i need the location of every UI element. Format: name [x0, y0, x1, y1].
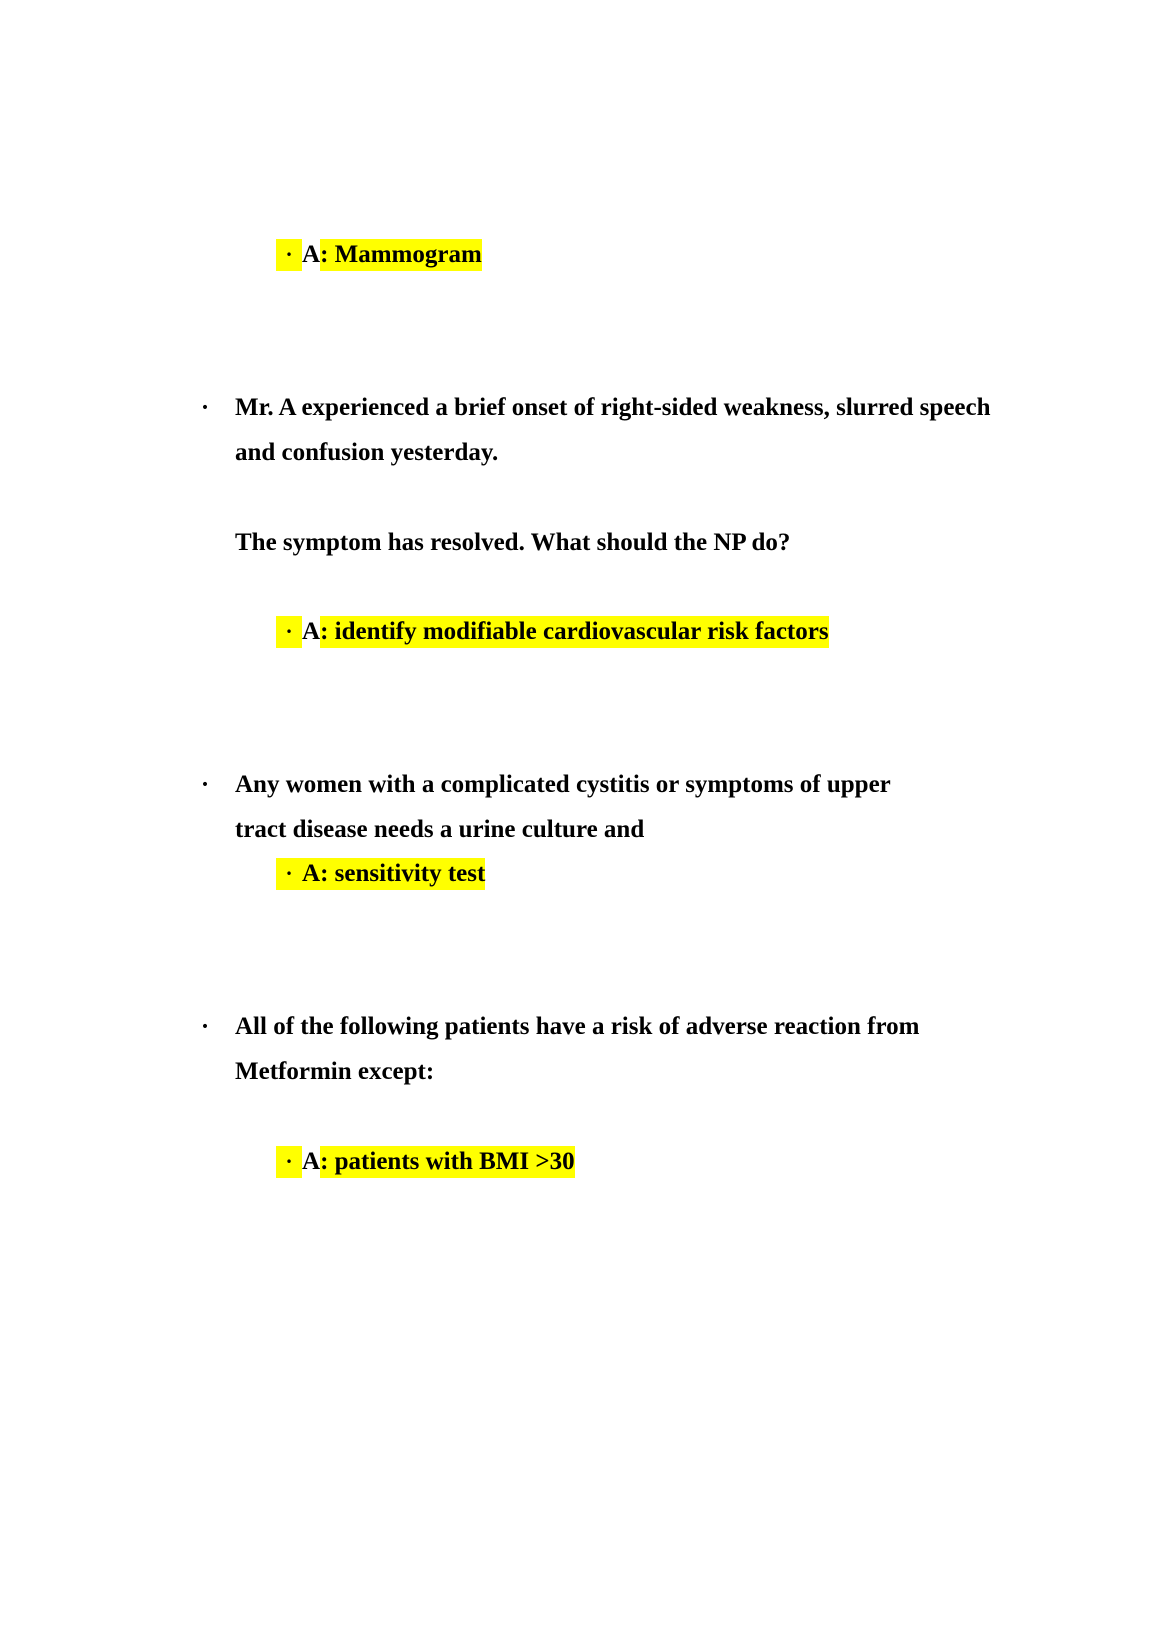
question-text-line-2: and confusion yesterday. [235, 439, 499, 466]
answer-cardiovascular-risk [276, 616, 829, 648]
question-text-line-1: Mr. A experienced a brief onset of right-sided weakness, slurred speech [235, 394, 991, 421]
answer-text: : Mammogram [320, 239, 482, 271]
question-text-line-1: All of the following patients have a risk of adverse reaction from [235, 1013, 920, 1040]
answer-label: A [302, 618, 321, 645]
answer-bmi [276, 1146, 575, 1178]
question-text-line-2: Metformin except: [235, 1058, 435, 1085]
answer-text: : patients with BMI >30 [320, 1146, 575, 1178]
answer-mammogram [276, 239, 482, 271]
question-text-line-1: Any women with a complicated cystitis or symptoms of upper [235, 771, 891, 798]
answer-bullet: • [276, 616, 302, 648]
answer-text: : sensitivity test [320, 858, 485, 890]
answer-bullet: • [276, 858, 302, 890]
answer-bullet: • [276, 1146, 302, 1178]
answer-text: : identify modifiable cardiovascular risk factors [320, 616, 829, 648]
question-text-line-2: tract disease needs a urine culture and [235, 816, 645, 843]
answer-sensitivity-test [276, 858, 485, 890]
answer-label: A [302, 858, 320, 890]
question-followup: The symptom has resolved. What should the NP do? [235, 529, 791, 556]
answer-label: A [302, 1148, 321, 1175]
question-bullet: • [200, 400, 210, 416]
question-bullet: • [200, 1019, 210, 1035]
question-bullet: • [200, 777, 210, 793]
answer-label: A [302, 241, 321, 268]
answer-bullet: • [276, 239, 302, 271]
